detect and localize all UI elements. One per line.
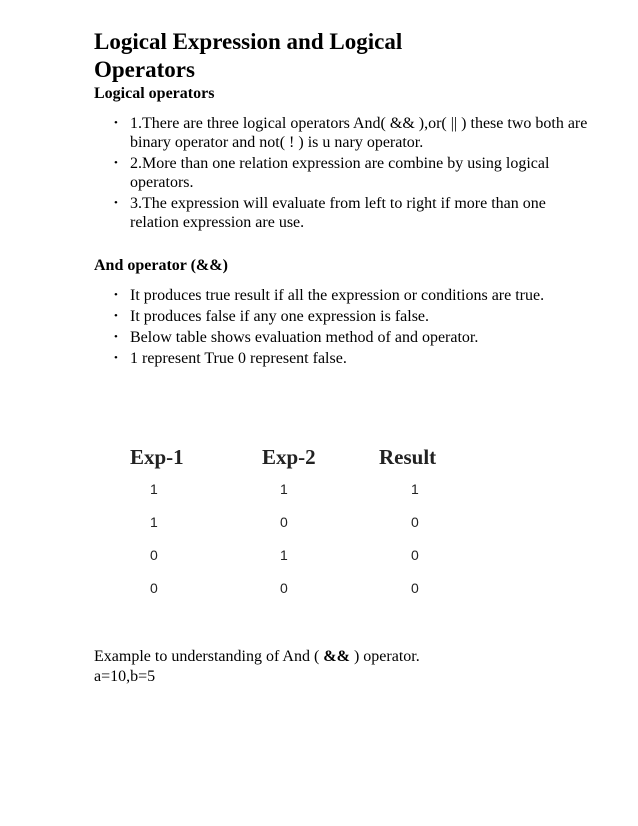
example-operator: && [323,648,350,665]
table-cell: 1 [411,480,419,497]
list-item: • It produces false if any one expression is false. [94,307,594,326]
column-header-result: Result [379,444,437,469]
list-item: • Below table shows evaluation method of and operator. [94,328,594,347]
table-cell: 1 [280,480,288,497]
table-cell: 0 [150,579,158,596]
example-line-2: a=10,b=5 [94,668,156,685]
example-line-1 [94,647,420,667]
table-cell: 1 [150,513,158,530]
list-item: • 3.The expression will evaluate from left to right if more than one relation expression are use. [94,194,594,232]
list-item: • 2.More than one relation expression are combine by using logical operators. [94,154,594,192]
document-page [94,28,594,370]
list-item: • 1 represent True 0 represent false. [94,349,594,368]
table-cell: 1 [280,546,288,563]
example-prefix: Example to understanding of And ( [94,648,324,665]
table-cell: 0 [280,579,288,596]
column-header-exp1: Exp-1 [130,444,184,469]
and-operator-list [94,286,594,368]
section-heading-logical-operators: Logical operators [94,85,215,102]
example-suffix: ) operator. [349,648,420,665]
truth-table [130,442,469,604]
table-row [130,538,469,571]
column-header-exp2: Exp-2 [262,444,316,469]
table-cell: 1 [150,480,158,497]
table-header-row [130,442,469,472]
table-cell: 0 [411,546,419,563]
logical-operators-list [94,114,594,232]
list-item: • It produces true result if all the expression or conditions are true. [94,286,594,305]
table-row [130,571,469,604]
example-text [94,647,420,687]
section-heading-and-operator: And operator (&&) [94,257,228,274]
table-cell: 0 [411,513,419,530]
page-title: Logical Expression and Logical Operators [94,29,403,82]
table-cell: 0 [411,579,419,596]
table-row [130,505,469,538]
table-cell: 0 [150,546,158,563]
table-row [130,472,469,505]
list-item: • 1.There are three logical operators And( && ),or( || ) these two both are binary operator and not( ! ) is u nary operator. [94,114,594,152]
table-cell: 0 [280,513,288,530]
